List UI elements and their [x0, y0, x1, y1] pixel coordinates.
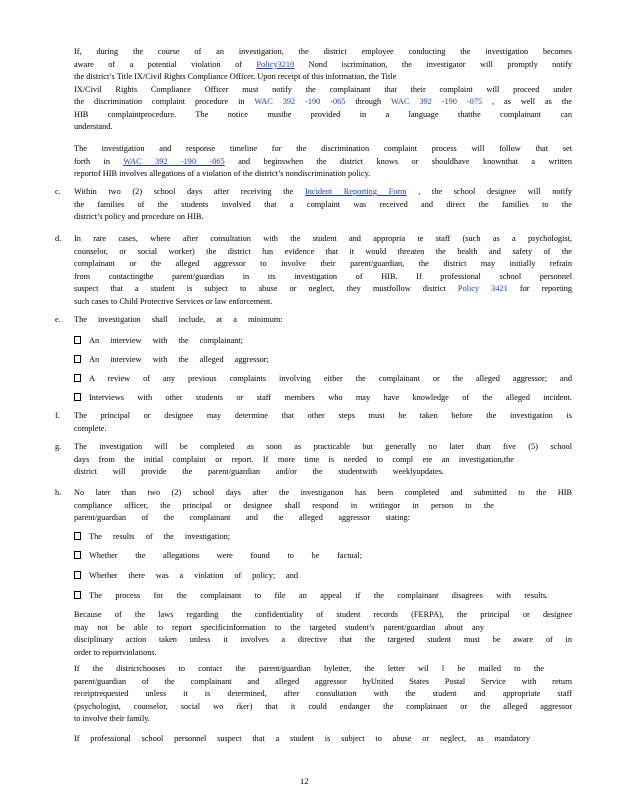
- bullet-box-icon: [74, 551, 81, 559]
- policy-3421-citation[interactable]: Policy 3421: [457, 284, 508, 293]
- text-line: parent/guardian of the complainant and the alleged aggressor stating:: [74, 513, 410, 522]
- bullet-box-icon: [74, 355, 81, 363]
- wac-075-citation: WAC 392 -190 -075: [390, 97, 483, 106]
- text-line: aware of a potential violation of Policy3210 Nond iscrimination, the investigator will promptly notify: [74, 59, 572, 69]
- item-d-text: [74, 233, 572, 308]
- text-line: understand.: [74, 122, 113, 131]
- bullet-item: The process for the complainant to file an appeal if the complainant disagrees with results.: [74, 590, 548, 603]
- text-line: The principal or designee may determine that other steps must be taken before the investigation is: [74, 411, 572, 420]
- text-line: If professional school personnel suspect that a student is subject to abuse or neglect, as mandatory: [74, 734, 530, 743]
- text-line: such cases to Child Protective Services or law enforcement.: [74, 296, 273, 306]
- text-line: the discrimination complaint procedure in WAC 392 -190 -065 through WAC 392 -190 -075 , as well as the: [74, 97, 572, 106]
- bullet-item: The results of the investigation;: [74, 531, 230, 544]
- item-h-text: [74, 487, 572, 525]
- text-line: suspect that a student is subject to abuse or neglect, they mustfollow district Policy 3421 for reporting: [74, 284, 572, 293]
- item-d-label: d.: [55, 234, 62, 243]
- text-line: In rare cases, where after consultation with the student and appropria te staff (such as a psychologist,: [74, 234, 572, 243]
- bullet-box-icon: [74, 571, 81, 579]
- bullet-item: An interview with the complainant;: [74, 335, 243, 348]
- item-g-text: [74, 441, 572, 479]
- text-line: order to reportviolations.: [74, 647, 157, 657]
- bullet-item: A review of any previous complaints involving either the complainant or the alleged aggressor; and: [74, 373, 572, 386]
- paragraph-title-ix-notification: [74, 46, 572, 134]
- text-line: Because of the laws regarding the confidentiality of student records (FERPA), the principal or designee: [74, 610, 572, 619]
- text-line: forth in WAC 392 -190 -065 and beginswhen the district knows or shouldhave knownthat a written: [74, 156, 572, 166]
- text-line: district’s policy and procedure on HIB.: [74, 212, 204, 221]
- bullet-box-icon: [74, 393, 81, 401]
- wac-065-citation: WAC 392 -190 -065: [254, 97, 346, 106]
- text-line: HIB complaintprocedure. The notice mustbe provided in a language thatthe complainant can: [74, 109, 572, 119]
- item-g-label: g.: [55, 442, 62, 451]
- bullet-box-icon: [74, 374, 81, 382]
- incident-reporting-form-link[interactable]: Incident Reporting Form: [304, 187, 407, 196]
- text-line: No later than two (2) school days after the investigation has been completed and submitted to the HIB: [74, 488, 572, 497]
- bullet-box-icon: [74, 532, 81, 540]
- text-line: from contactingthe parent/guardian in its investigation of HIB. If professional school personnel: [74, 271, 572, 281]
- bullet-box-icon: [74, 591, 81, 599]
- paragraph-mandatory-reporting: [74, 733, 530, 746]
- text-line: complainant or the alleged aggressor to involve their parent/guardian, the district may initially refrain: [74, 259, 572, 268]
- paragraph-ferpa: [74, 609, 572, 659]
- text-line: reportof HIB involves allegations of a violation of the district’s nondiscrimination policy.: [74, 169, 371, 178]
- item-c-text: [74, 186, 572, 224]
- item-f-label: f.: [55, 411, 60, 420]
- item-h-label: h.: [55, 488, 62, 497]
- bullet-box-icon: [74, 336, 81, 344]
- text-line: If the districtchooses to contact the parent/guardian byletter, the letter wil l be mailed to the: [74, 664, 544, 673]
- page-number: 12: [300, 776, 309, 786]
- text-line: district will provide the parent/guardian and/or the studentwith weeklyupdates.: [74, 467, 444, 476]
- bullet-item: An interview with the alleged aggressor;: [74, 354, 269, 367]
- text-line: disciplinary action taken unless it involves a directive that the targeted student must be aware of in: [74, 635, 572, 644]
- bullet-item: Whether the allegations were found to be factual;: [74, 550, 362, 563]
- paragraph-parent-contact-letter: [74, 663, 572, 726]
- item-c-label: c.: [55, 187, 61, 196]
- text-line: the district’s Title IX/Civil Rights Compliance Officer. Upon receipt of this information, the Title: [74, 72, 397, 81]
- paragraph-investigation-timeline: [74, 143, 572, 181]
- text-line: the families of the students involved that a complaint was received and direct the families to the: [74, 199, 572, 209]
- text-line: IX/Civil Rights Compliance Officer must notify the complainant that their complaint will proceed under: [74, 84, 572, 94]
- text-line: complete.: [74, 423, 107, 433]
- text-line: The investigation and response timeline for the discrimination complaint process will follow that set: [74, 144, 572, 153]
- wac-065-link[interactable]: WAC 392 -190 -065: [123, 156, 225, 166]
- item-e-label: e.: [55, 315, 61, 324]
- bullet-item: Whether there was a violation of policy; and: [74, 570, 298, 583]
- text-line: to involve their family.: [74, 714, 150, 723]
- text-line: Within two (2) school days after receiving the Incident Reporting Form , the school designee will notify: [74, 187, 572, 196]
- text-line: days from the initial complaint or report. If more time is needed to compl ete an investigation,the: [74, 454, 514, 464]
- text-line: If, during the course of an investigation, the district employee conducting the investigation becomes: [74, 47, 572, 56]
- item-e-text: The investigation shall include, at a minimum:: [74, 315, 283, 324]
- text-line: counselor, or social worker) the district has evidence that it would threaten the health and safety of the: [74, 246, 572, 256]
- text-line: compliance officer, the principal or designee shall respond in writingor in person to the: [74, 500, 494, 510]
- policy-3210-link[interactable]: Policy3210: [256, 59, 295, 69]
- text-line: receiptrequested unless it is determined, after consultation with the student and appropriate staff: [74, 689, 572, 698]
- text-line: The investigation will be completed as soon as practicable but generally no later than five (5) school: [74, 442, 572, 451]
- text-line: (psychologist, counselor, social wo rker) that it could endanger the complainant or the alleged aggressor: [74, 701, 572, 711]
- item-f-text: [74, 410, 572, 435]
- text-line: parent/guardian of the complainant and alleged aggressor byUnited States Postal Service with return: [74, 676, 572, 686]
- text-line: may not be able to report specificinformation to the targeted student’s parent/guardian about any: [74, 622, 484, 632]
- bullet-item: Interviews with other students or staff members who may have knowledge of the alleged incident.: [74, 392, 572, 405]
